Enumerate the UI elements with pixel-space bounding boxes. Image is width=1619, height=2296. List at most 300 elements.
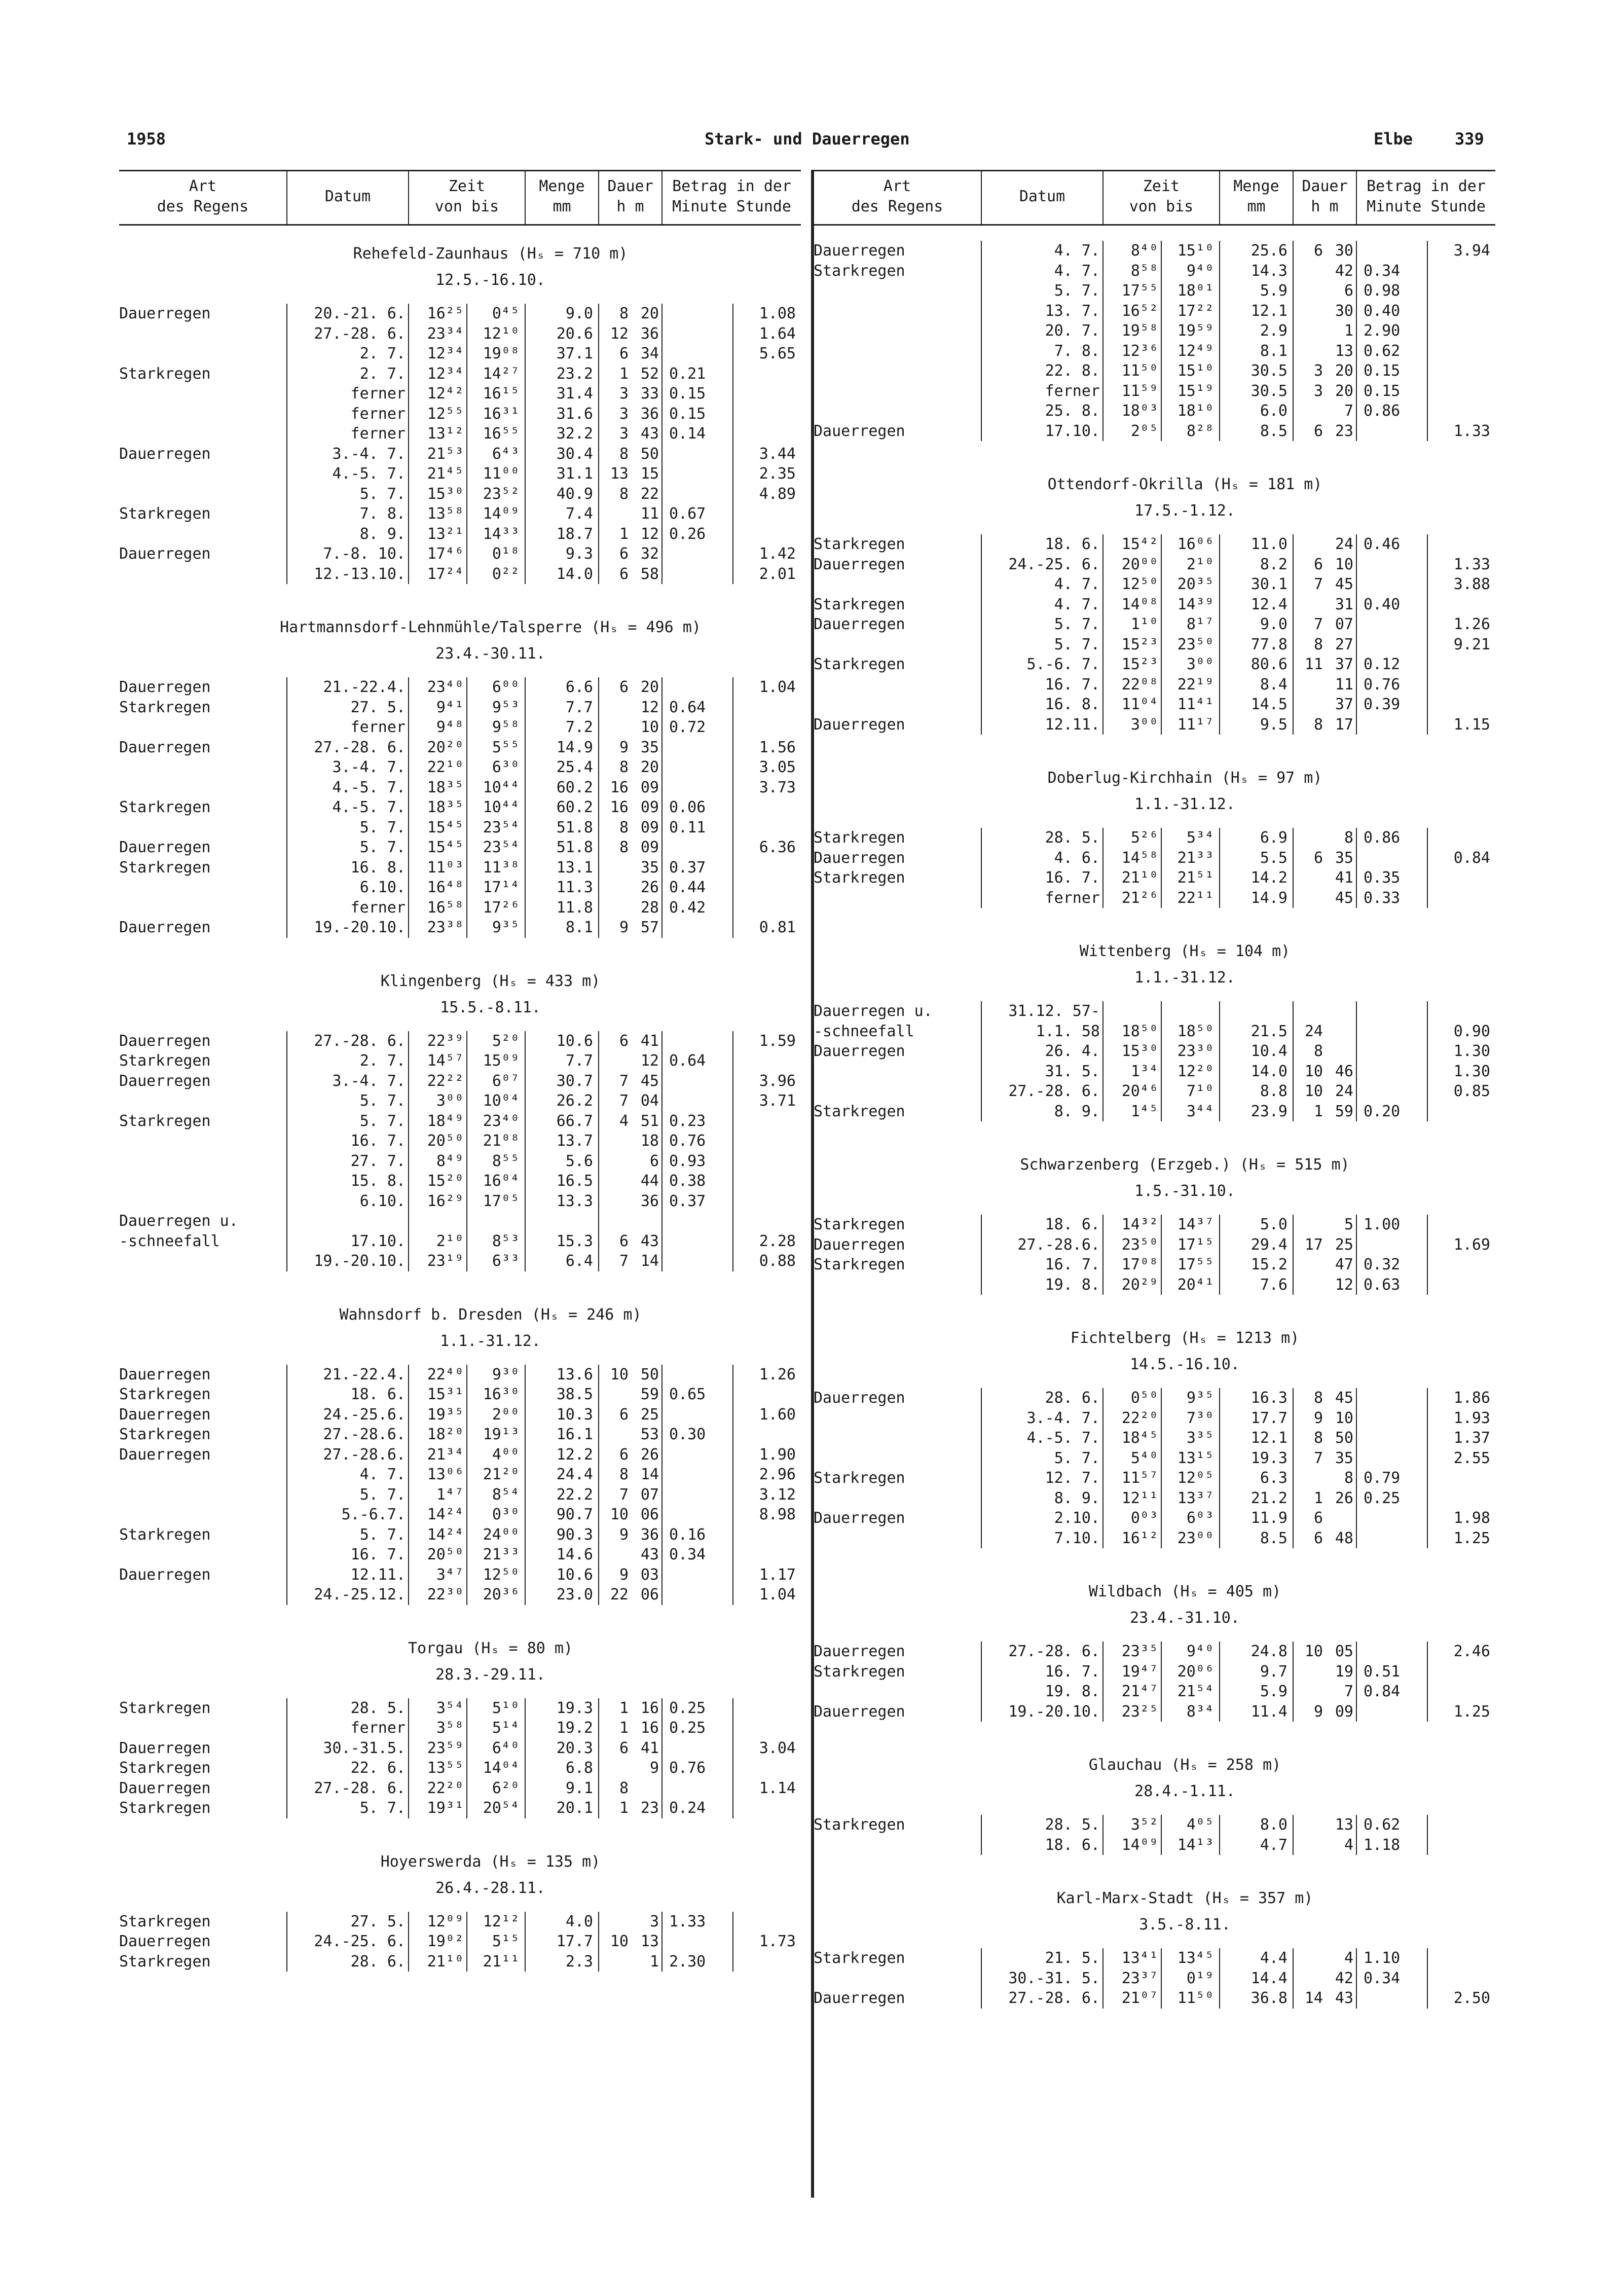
column-rule [1161,828,1162,908]
zeit-von: 22²⁰ [427,1779,464,1797]
header-art-line: des Regens [157,198,249,215]
art: Dauerregen [119,1739,211,1757]
zeit-von: 3⁵⁴ [436,1699,464,1717]
zeit-bis: 8³⁴ [1186,1702,1214,1721]
column-rule [1161,1642,1162,1722]
sections [119,241,801,2002]
zeit-von: 18⁵⁰ [1121,1022,1158,1040]
table-row [814,301,1495,321]
station-rows [814,1815,1495,1855]
betrag-minute: 0.46 [1364,535,1401,553]
header-dauer-label: Dauer [1302,177,1348,195]
zeit-von: 21⁴⁷ [1121,1683,1158,1700]
zeit-bis: 20⁵⁴ [483,1799,520,1817]
table-row [119,1465,801,1485]
table-row [119,1931,801,1952]
zeit-von: 14³² [1121,1216,1158,1233]
column-rule [1219,828,1220,908]
zeit-von: 11⁵⁰ [1121,362,1158,380]
menge: 25.6 [1250,242,1287,260]
column-rule [1293,1815,1294,1855]
datum: 17.10. [350,1232,406,1250]
zeit-von: 18⁴⁵ [1121,1429,1158,1447]
table-row [119,1798,801,1818]
zeit-von: 12⁴² [427,385,464,403]
dauer-m: 8 [1344,1469,1353,1487]
betrag-minute: 0.15 [669,405,706,423]
zeit-von: 19⁵⁸ [1121,322,1158,340]
datum: 1.1. 58 [1036,1022,1100,1040]
zeit-von: 16¹² [1121,1529,1158,1547]
dauer-m: 35 [640,738,659,756]
zeit-von: 15²⁰ [427,1172,464,1190]
table-row [119,1071,801,1091]
datum: 19.-20.10. [1008,1702,1100,1721]
dauer-m: 26 [640,879,659,896]
betrag-stunde: 1.37 [1453,1429,1490,1447]
menge: 51.8 [556,818,593,836]
zeit-bis: 3⁴⁴ [1186,1102,1214,1120]
zeit-bis: 9⁴⁰ [1186,1643,1214,1660]
dauer-m: 33 [640,385,659,403]
table-header [119,170,801,226]
betrag-minute: 0.79 [1364,1469,1401,1487]
zeit-bis: 12⁰⁵ [1177,1469,1214,1487]
art: Starkregen [814,535,905,553]
table-row [119,344,801,364]
menge: 5.5 [1260,849,1287,867]
header-dauer-label: Dauer [607,177,653,195]
zeit-von: 17⁵⁵ [1121,282,1158,300]
column-rule [1427,1388,1428,1548]
column-rule [408,1698,409,1818]
dauer-h: 10 [610,1506,629,1523]
betrag-minute: 0.65 [669,1386,706,1403]
zeit-bis: 7³⁰ [1186,1409,1214,1427]
zeit-von: 15³⁰ [1121,1042,1158,1060]
zeit-von: 12³⁶ [1121,342,1158,360]
zeit-bis: 14²⁷ [483,365,520,383]
betrag-minute: 0.12 [1364,655,1401,673]
station-period: 26.4.-28.11. [435,1879,545,1897]
menge: 4.7 [1260,1836,1287,1854]
zeit-von: 21⁰⁷ [1121,1989,1158,2007]
betrag-stunde: 1.14 [759,1779,796,1797]
column-rule [1219,1815,1220,1855]
dauer-m: 58 [640,565,659,583]
zeit-bis: 6⁰⁷ [492,1072,520,1090]
dauer-m: 12 [1335,1275,1353,1294]
header-art [814,171,981,224]
station-title: Hoyerswerda (Hₛ = 135 m) [380,1852,601,1871]
dauer-m: 07 [640,1485,659,1504]
dauer-h: 1 [619,525,629,543]
zeit-von: 20⁴⁶ [1121,1082,1158,1100]
menge: 14.4 [1250,1969,1287,1987]
header-dauer-sub: h m [616,198,644,215]
zeit-bis: 17²² [1177,302,1214,320]
datum: 17.10. [1045,422,1100,440]
column-rule [525,1912,526,1972]
table-row [814,1062,1495,1082]
column-rule [1293,1948,1294,2009]
zeit-von: 16⁵⁸ [427,898,464,917]
dauer-m: 43 [640,425,659,443]
column-rule [286,304,287,584]
datum: 19.-20.10. [314,1252,406,1270]
dauer-h: 11 [1304,655,1323,673]
zeit-bis: 2⁰⁰ [492,1405,520,1424]
table-row [119,1565,801,1585]
betrag-stunde: 1.33 [1453,555,1490,573]
menge: 31.4 [556,385,593,403]
zeit-von: 21³⁴ [427,1445,464,1464]
art: Dauerregen [119,839,211,856]
station-rows [814,828,1495,908]
dauer-m: 05 [1335,1643,1353,1660]
betrag-minute: 0.26 [669,525,706,543]
betrag-minute: 0.76 [669,1759,706,1777]
datum: 4. 6. [1054,849,1100,867]
header-betrag-sub: Minute Stunde [1367,198,1486,215]
betrag-stunde: 1.69 [1453,1235,1490,1254]
dauer-h: 10 [610,1933,629,1950]
table-row [814,614,1495,635]
dauer-m: 06 [640,1506,659,1523]
column-rule [466,1912,467,1972]
betrag-stunde: 4.89 [759,485,796,503]
menge: 7.2 [565,718,593,736]
header-art [119,171,286,224]
betrag-stunde: 3.73 [759,778,796,796]
zeit-von: 9⁴¹ [436,698,464,716]
datum: 5. 7. [1054,282,1100,300]
dauer-m: 12 [640,525,659,543]
dauer-h: 7 [1313,575,1323,593]
zeit-bis: 5²⁰ [492,1032,520,1050]
betrag-stunde: 9.21 [1453,635,1490,653]
datum: 28. 6. [350,1952,406,1971]
table-row [814,635,1495,655]
datum: 13. 7. [1045,302,1100,320]
header-zeit-sub: von bis [1129,198,1194,215]
station-rows [119,1912,801,1972]
betrag-minute: 0.72 [669,718,706,736]
dauer-m: 41 [640,1739,659,1757]
dauer-m: 20 [640,305,659,322]
betrag-minute: 0.32 [1364,1256,1401,1273]
sections [814,241,1495,2039]
dauer-h: 8 [619,839,629,856]
zeit-bis: 8⁵⁵ [492,1152,520,1170]
menge: 19.2 [556,1719,593,1737]
datum: 5. 7. [359,839,406,856]
menge: 8.5 [1260,422,1287,440]
datum: 24.-25.6. [323,1405,406,1424]
datum: 21. 5. [1045,1949,1100,1967]
betrag-minute: 0.20 [1364,1102,1401,1120]
dauer-h: 16 [610,798,629,816]
menge: 80.6 [1250,655,1287,673]
dauer-h: 6 [1313,555,1323,573]
betrag-minute: 0.86 [1364,829,1401,847]
column-rule [1293,1642,1294,1722]
station-title: Doberlug-Kirchhain (Hₛ = 97 m) [1047,769,1322,787]
menge: 31.6 [556,405,593,423]
menge: 9.5 [1260,715,1287,734]
dauer-m: 17 [1335,715,1353,734]
dauer-m: 20 [640,758,659,776]
zeit-bis: 15⁰⁹ [483,1052,520,1070]
datum: 19.-20.10. [314,919,406,936]
menge: 20.3 [556,1739,593,1757]
betrag-stunde: 2.96 [759,1466,796,1483]
table-row [814,574,1495,595]
art: Dauerregen [814,1042,905,1060]
dauer-m: 11 [1335,675,1353,694]
table-row [119,757,801,778]
art: Dauerregen [119,545,211,563]
menge: 23.0 [556,1586,593,1603]
datum: 24.-25.12. [314,1586,406,1603]
datum: 3.-4. 7. [332,758,406,776]
column-rule [408,1912,409,1972]
station-rows [814,1388,1495,1548]
art: Starkregen [814,1216,905,1233]
zeit-bis: 9³⁰ [492,1365,520,1383]
datum: 12. 7. [1045,1469,1100,1487]
menge: 14.2 [1250,869,1287,887]
menge: 20.6 [556,324,593,343]
dauer-h: 7 [619,1092,629,1110]
art: Starkregen [814,655,905,673]
zeit-von: 14²⁴ [427,1525,464,1544]
table-row [814,1682,1495,1702]
zeit-von: 16²⁵ [427,305,464,322]
dauer-m: 42 [1335,1969,1353,1987]
table-row [119,1952,801,1972]
menge: 4.0 [565,1912,593,1930]
column-rule [1293,1388,1294,1548]
art: Starkregen [814,1949,905,1967]
zeit-von: 11⁵⁹ [1121,382,1158,400]
zeit-von: 23⁵⁹ [427,1739,464,1757]
art: Starkregen [119,1052,211,1070]
zeit-von: 22²⁰ [1121,1409,1158,1427]
zeit-von: 18⁴⁹ [427,1112,464,1130]
column-rule [1219,1642,1220,1722]
menge: 30.7 [556,1072,593,1090]
dauer-m: 30 [1335,242,1353,260]
table-row [814,675,1495,695]
betrag-minute: 0.34 [669,1546,706,1563]
table-row [814,281,1495,301]
datum: 28. 5. [1045,1816,1100,1834]
dauer-m: 13 [1335,342,1353,360]
table-row [119,1111,801,1132]
datum: 3.-4. 7. [332,1072,406,1090]
zeit-bis: 23⁴⁰ [483,1112,520,1130]
zeit-von: 20²⁰ [427,738,464,756]
zeit-von: 19⁴⁷ [1121,1662,1158,1681]
zeit-von: 23³⁵ [1121,1643,1158,1660]
betrag-stunde: 1.90 [759,1445,796,1464]
dauer-h: 1 [619,365,629,383]
menge: 15.2 [1250,1256,1287,1273]
zeit-bis: 17⁵⁵ [1177,1256,1214,1273]
dauer-m: 41 [1335,869,1353,887]
table-row [119,444,801,464]
station-title: Klingenberg (Hₛ = 433 m) [380,972,601,990]
column-rule [1427,1815,1428,1855]
dauer-m: 35 [1335,1449,1353,1467]
zeit-bis: 14⁰⁴ [483,1759,520,1777]
dauer-h: 13 [610,465,629,483]
column-rule [1356,1815,1357,1855]
table-row [119,1545,801,1565]
datum: 12.11. [1045,715,1100,734]
betrag-stunde: 1.98 [1453,1509,1490,1527]
zeit-bis: 10⁴⁴ [483,798,520,816]
station-period: 15.5.-8.11. [440,998,541,1016]
dauer-h: 7 [619,1485,629,1504]
column-rule [286,1912,287,1972]
zeit-bis: 2¹⁰ [1186,555,1214,573]
betrag-stunde: 0.81 [759,919,796,936]
menge: 14.0 [556,565,593,583]
column-rule [1219,1215,1220,1295]
station-section [119,968,801,1271]
betrag-minute: 0.11 [669,818,706,836]
header-zeit [408,171,525,224]
art: Dauerregen [119,1933,211,1950]
dauer-m: 45 [640,1072,659,1090]
menge: 9.0 [1260,615,1287,633]
station-period: 1.1.-31.12. [1134,969,1235,987]
art: Dauerregen [119,1779,211,1797]
datum: 4. 7. [1054,575,1100,593]
station-title: Rehefeld-Zaunhaus (Hₛ = 710 m) [353,245,628,263]
dauer-h: 6 [619,345,629,362]
table-row [814,421,1495,442]
table-row [119,1585,801,1605]
column-rule [1219,534,1220,735]
column-rule [1102,1001,1103,1121]
zeit-von: 19³¹ [427,1799,464,1817]
dauer-h: 3 [1313,362,1323,380]
betrag-minute: 0.38 [669,1172,706,1190]
table-row [814,1022,1495,1042]
betrag-minute: 0.25 [1364,1489,1401,1507]
betrag-stunde: 1.60 [759,1405,796,1424]
dauer-m: 23 [640,1799,659,1817]
header-betrag [661,171,801,224]
betrag-stunde: 3.94 [1453,242,1490,260]
zeit-bis: 5¹⁵ [492,1933,520,1950]
menge: 7.4 [565,505,593,523]
table-row [814,1001,1495,1022]
table-row [814,1815,1495,1835]
column-rule [466,1365,467,1605]
column-rule [525,677,526,938]
station-period: 1.5.-31.10. [1134,1182,1235,1200]
zeit-bis: 11³⁸ [483,858,520,877]
zeit-von: 15⁴⁵ [427,839,464,856]
zeit-von: 2⁰⁵ [1130,422,1158,440]
dauer-h: 7 [1313,615,1323,633]
table-row [119,1698,801,1719]
zeit-bis: 6³³ [492,1252,520,1270]
zeit-bis: 13⁴⁵ [1177,1949,1214,1967]
table-row [119,1365,801,1385]
menge: 7.6 [1260,1275,1287,1294]
column-rule [286,1031,287,1271]
dauer-h: 6 [619,1032,629,1050]
station-rows [814,1948,1495,2009]
zeit-bis: 9⁵³ [492,698,520,716]
zeit-von: 5⁴⁰ [1130,1449,1158,1467]
column-rule [1102,1642,1103,1722]
dauer-m: 50 [640,1365,659,1383]
column-rule [598,1031,599,1271]
table-row [119,698,801,718]
datum: ferner [350,405,406,423]
table-row [119,1231,801,1252]
column-rule [661,1365,663,1605]
zeit-bis: 6⁴⁰ [492,1739,520,1757]
datum: 21.-22.4. [323,678,406,696]
art: Dauerregen [814,242,905,260]
zeit-von: 21¹⁰ [427,1952,464,1971]
dauer-m: 43 [1335,1989,1353,2007]
menge: 6.3 [1260,1469,1287,1487]
menge: 23.2 [556,365,593,383]
dauer-m: 9 [649,1759,659,1777]
zeit-von: 15³¹ [427,1386,464,1403]
dauer-h: 6 [1313,849,1323,867]
dauer-h: 1 [619,1699,629,1717]
menge: 10.3 [556,1405,593,1424]
dauer-h: 6 [1313,1509,1323,1527]
table-row [119,1405,801,1425]
menge: 13.6 [556,1365,593,1383]
datum: 7. 8. [1054,342,1100,360]
betrag-minute: 0.37 [669,1192,706,1210]
dauer-m: 12 [640,1052,659,1070]
dauer-h: 8 [1313,1389,1323,1407]
dauer-h: 6 [619,678,629,696]
menge: 30.4 [556,445,593,463]
header-zeit-sub: von bis [434,198,499,215]
betrag-minute: 0.64 [669,1052,706,1070]
betrag-minute: 0.76 [1364,675,1401,694]
menge: 24.4 [556,1466,593,1483]
menge: 6.0 [1260,402,1287,420]
betrag-stunde: 0.90 [1453,1022,1490,1040]
menge: 22.2 [556,1485,593,1504]
datum: ferner [1045,889,1100,907]
betrag-minute: 0.84 [1364,1683,1401,1700]
dauer-h: 9 [619,738,629,756]
zeit-bis: 15¹⁹ [1177,382,1214,400]
betrag-minute: 0.42 [669,898,706,917]
betrag-minute: 0.98 [1364,282,1401,300]
dauer-m: 07 [1335,615,1353,633]
column-rule [466,1698,467,1818]
zeit-von: 13⁵⁸ [427,505,464,523]
menge: 8.1 [565,919,593,936]
station-rows [814,1001,1495,1121]
